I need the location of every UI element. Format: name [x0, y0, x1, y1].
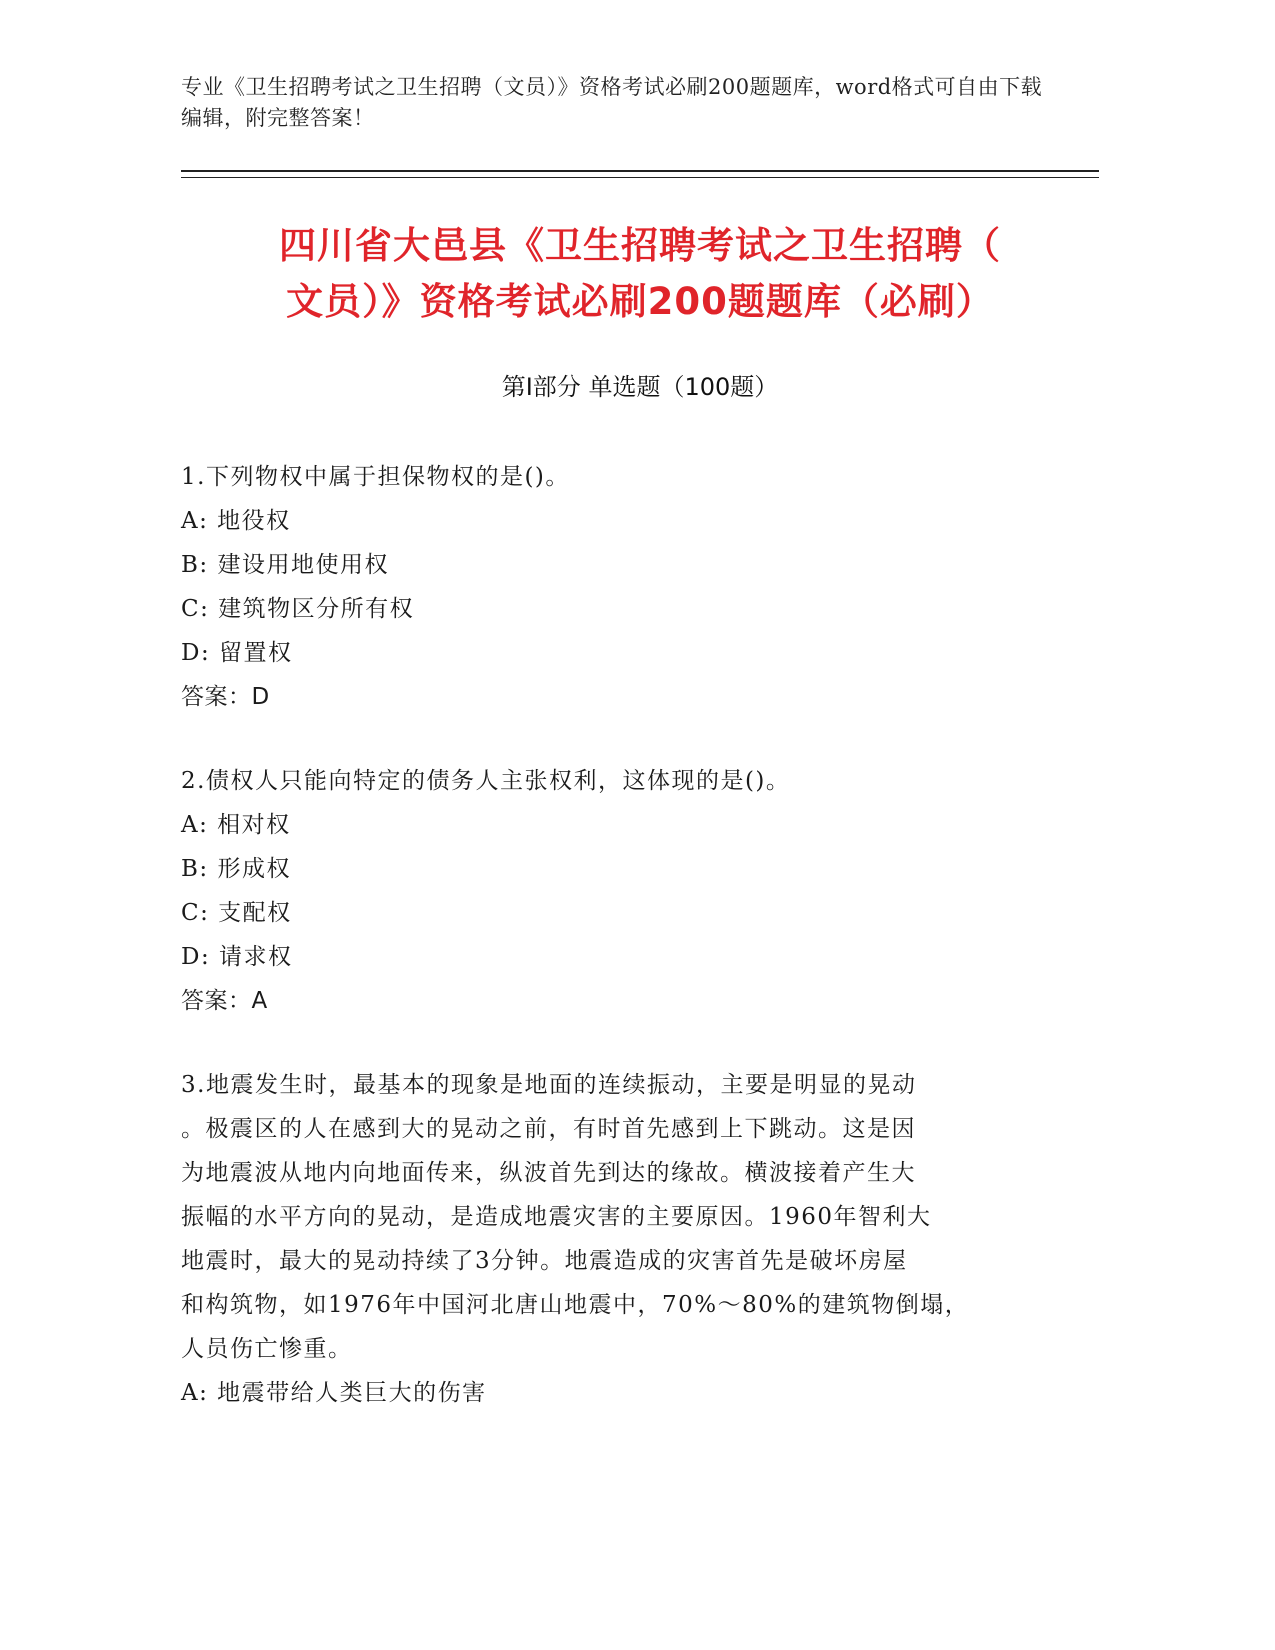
question-3-stem-line: 。极震区的人在感到大的晃动之前，有时首先感到上下跳动。这是因	[181, 1116, 916, 1142]
document-title-line-1: 四川省大邑县《卫生招聘考试之卫生招聘（	[279, 224, 1001, 267]
question-3-stem-line: 地震时，最大的晃动持续了3分钟。地震造成的灾害首先是破坏房屋	[181, 1248, 908, 1274]
question-3-stem-line: 和构筑物，如1976年中国河北唐山地震中，70%～80%的建筑物倒塌，	[181, 1292, 970, 1318]
question-1-option-b: B: 建设用地使用权	[181, 552, 389, 578]
question-1-option-c: C: 建筑物区分所有权	[181, 596, 415, 622]
question-2-stem: 2.债权人只能向特定的债务人主张权利，这体现的是()。	[181, 768, 791, 794]
question-1-answer: 答案：D	[181, 684, 270, 710]
question-list	[181, 455, 1031, 1455]
question-2-option-d: D: 请求权	[181, 944, 293, 970]
section-title: 第I部分 单选题（100题）	[501, 373, 779, 401]
question-3-stem-line: 人员伤亡惨重。	[181, 1336, 353, 1362]
question-3-stem-line: 3.地震发生时，最基本的现象是地面的连续振动，主要是明显的晃动	[181, 1072, 917, 1098]
question-2-option-b: B: 形成权	[181, 856, 291, 882]
question-1-option-a: A: 地役权	[181, 508, 291, 534]
document-title-line-2: 文员）》资格考试必刷200题题库（必刷）	[286, 280, 994, 323]
question-2-option-a: A: 相对权	[181, 812, 291, 838]
question-3-stem-line: 为地震波从地内向地面传来，纵波首先到达的缘故。横波接着产生大	[181, 1160, 916, 1186]
header-rule-thin	[181, 177, 1099, 178]
question-2	[181, 759, 1031, 1023]
question-1-stem: 1.下列物权中属于担保物权的是()。	[181, 464, 570, 490]
question-1	[181, 455, 1031, 719]
question-1-option-d: D: 留置权	[181, 640, 293, 666]
question-2-answer: 答案：A	[181, 988, 268, 1014]
question-3-stem-line: 振幅的水平方向的晃动，是造成地震灾害的主要原因。1960年智利大	[181, 1204, 932, 1230]
document-title	[181, 218, 1099, 330]
header-rule-thick	[181, 170, 1099, 172]
question-3-option-a: A: 地震带给人类巨大的伤害	[181, 1380, 487, 1406]
question-3	[181, 1063, 1031, 1415]
question-2-option-c: C: 支配权	[181, 900, 292, 926]
header-note: 专业《卫生招聘考试之卫生招聘（文员）》资格考试必刷200题题库，word格式可自由下载编辑，附完整答案！	[181, 75, 1043, 130]
